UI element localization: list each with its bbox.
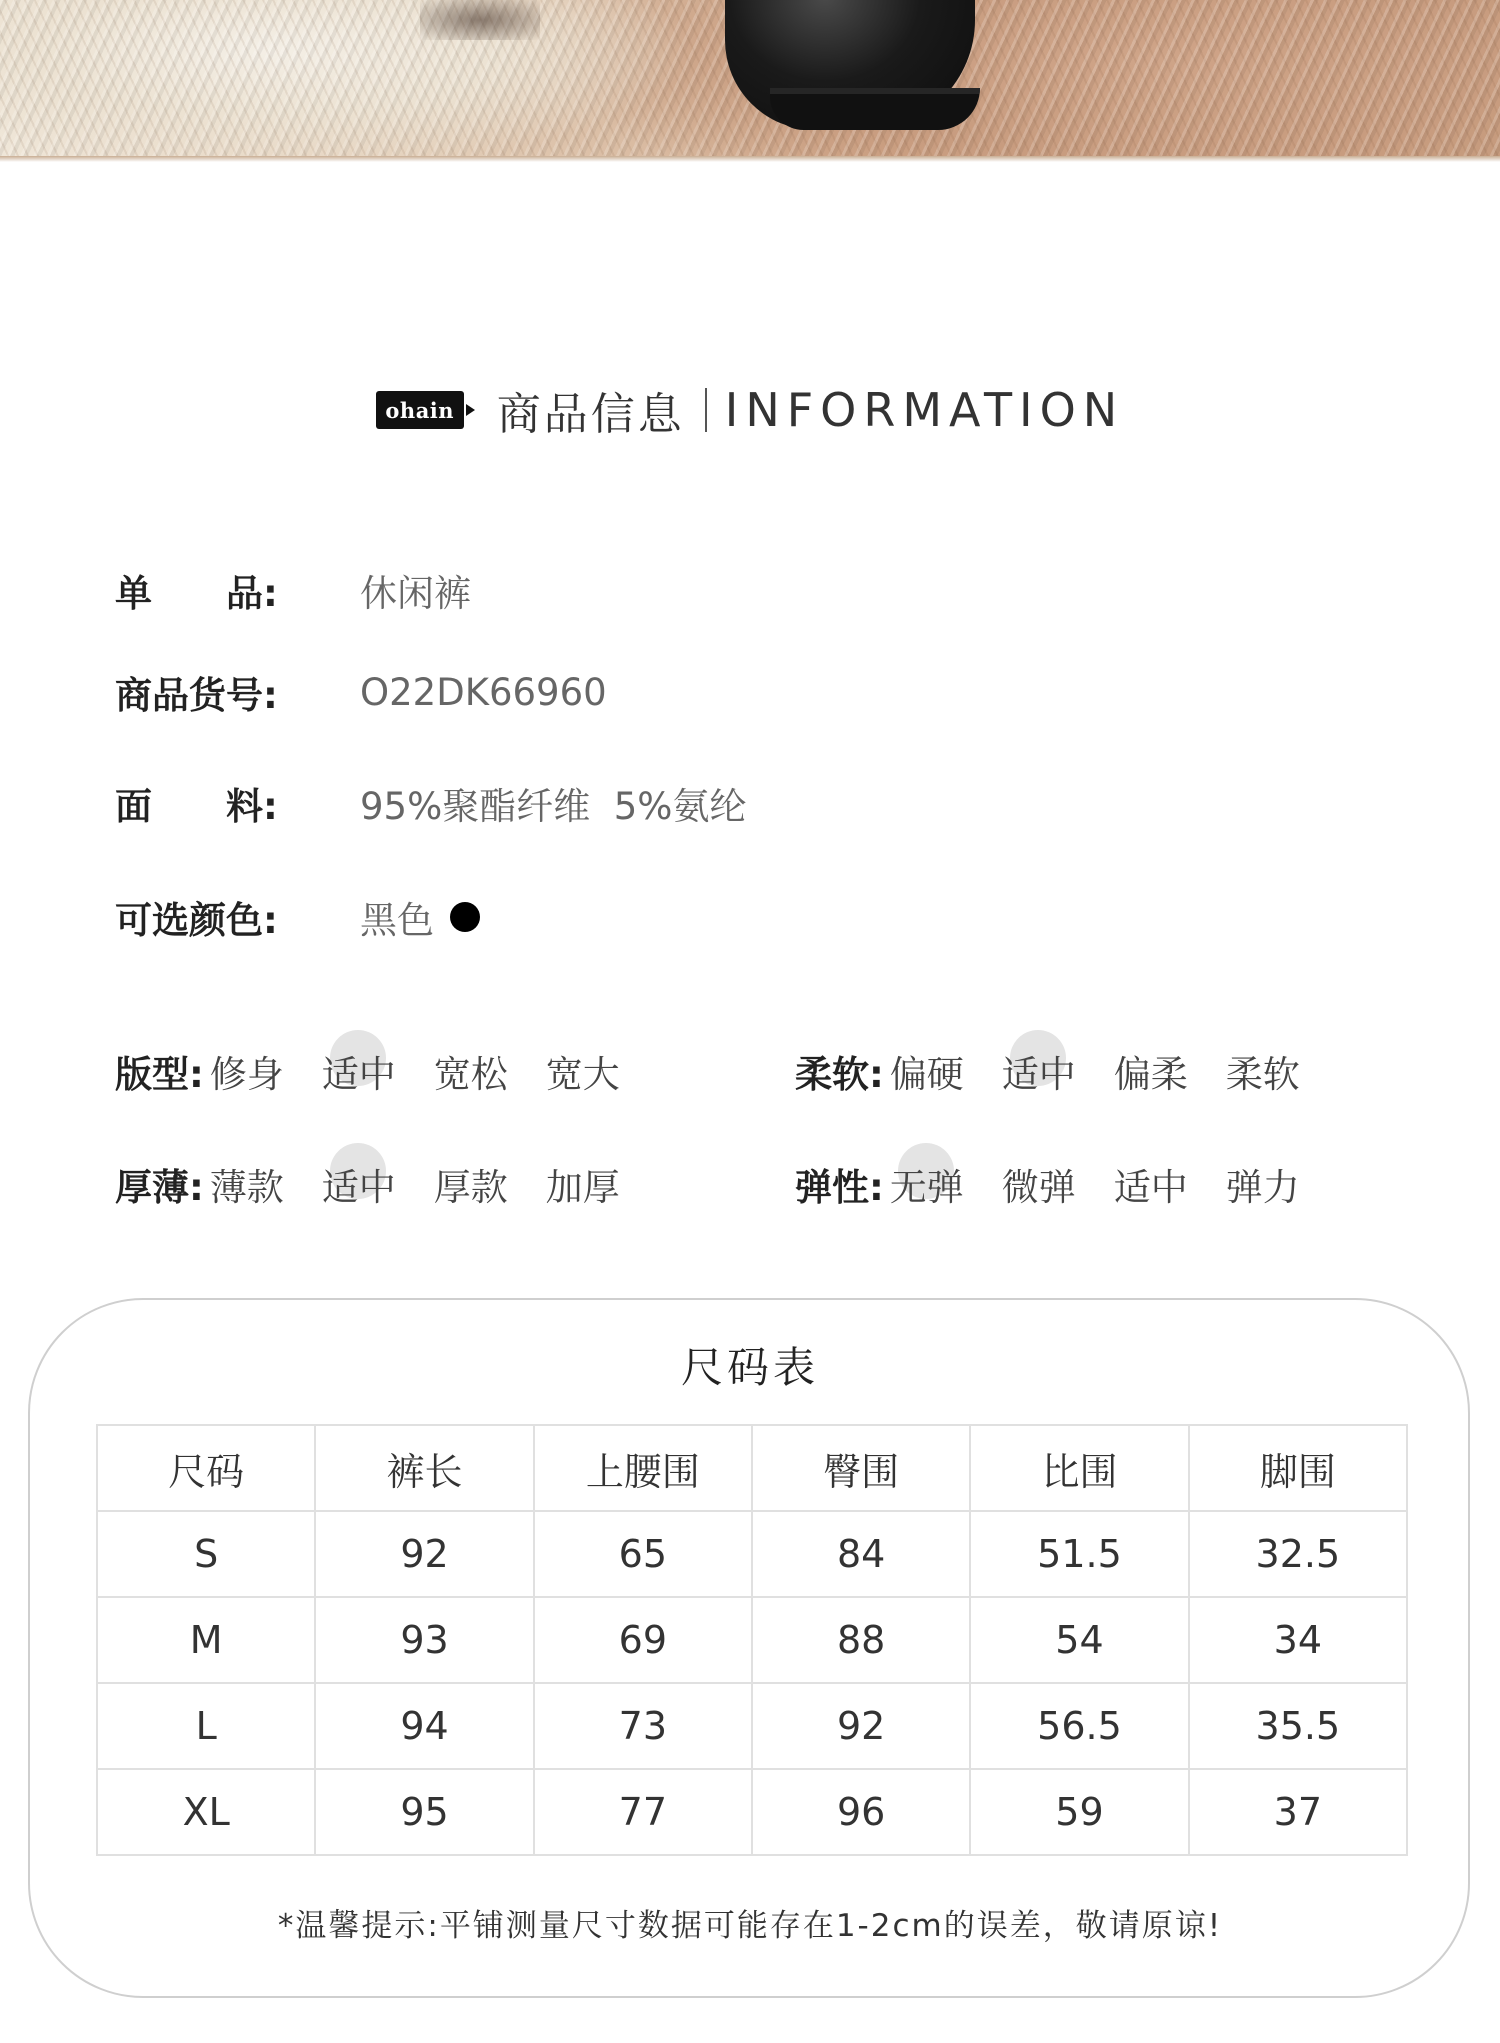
table-cell: S [97, 1511, 315, 1597]
table-header-cell: 上腰围 [534, 1425, 752, 1511]
attr-option: 偏硬 [889, 1053, 964, 1096]
info-value: 休闲裤 [360, 572, 471, 615]
table-header-cell: 裤长 [315, 1425, 533, 1511]
table-row [97, 1683, 1407, 1769]
table-cell: 73 [534, 1683, 752, 1769]
info-value: O22DK66960 [360, 670, 607, 714]
info-value: 黑色 [360, 899, 434, 942]
attr-thickness [115, 1157, 658, 1211]
attr-option: 薄款 [209, 1166, 284, 1209]
size-chart-title: 尺码表 [680, 1343, 819, 1392]
section-title-en: INFORMATION [724, 383, 1125, 437]
info-label: 单 品: [115, 572, 278, 615]
table-row [97, 1769, 1407, 1855]
info-label: 面 料: [115, 785, 278, 828]
attr-label: 厚薄: [115, 1166, 204, 1209]
attr-option: 柔软 [1225, 1053, 1300, 1096]
attr-option: 宽松 [433, 1053, 508, 1096]
info-row-color [115, 890, 1015, 944]
table-cell: 34 [1189, 1597, 1407, 1683]
table-cell: 56.5 [970, 1683, 1188, 1769]
attr-option: 厚款 [433, 1166, 508, 1209]
table-cell: 51.5 [970, 1511, 1188, 1597]
section-title-cn: 商品信息 [496, 389, 685, 440]
table-header-cell: 脚围 [1189, 1425, 1407, 1511]
attr-option: 微弹 [1001, 1166, 1076, 1209]
table-header-cell: 比围 [970, 1425, 1188, 1511]
attr-elasticity [795, 1157, 1338, 1211]
attr-option: 适中 [1113, 1166, 1188, 1209]
title-divider [705, 388, 707, 432]
info-value: 95%聚酯纤维 5%氨纶 [360, 785, 747, 828]
attr-option-selected: 适中 [1002, 1044, 1114, 1098]
table-cell: L [97, 1683, 315, 1769]
brand-logo: ohain [376, 391, 464, 429]
info-row-item [115, 563, 1015, 617]
attr-option-selected: 适中 [322, 1157, 434, 1211]
attr-option: 加厚 [545, 1166, 620, 1209]
logo-arrow-icon [466, 404, 475, 416]
table-cell: 88 [752, 1597, 970, 1683]
table-row [97, 1597, 1407, 1683]
color-swatch-black [450, 902, 480, 932]
attr-label: 弹性: [795, 1166, 884, 1209]
size-table [96, 1424, 1408, 1856]
table-cell: 84 [752, 1511, 970, 1597]
table-cell: 59 [970, 1769, 1188, 1855]
table-cell: 37 [1189, 1769, 1407, 1855]
table-cell: 93 [315, 1597, 533, 1683]
table-cell: 69 [534, 1597, 752, 1683]
table-cell: 96 [752, 1769, 970, 1855]
section-header [0, 375, 1500, 445]
table-cell: 94 [315, 1683, 533, 1769]
table-header-cell: 臀围 [752, 1425, 970, 1511]
size-chart-note: *温馨提示:平铺测量尺寸数据可能存在1-2cm的误差，敬请原谅! [277, 1908, 1223, 1944]
attr-option: 宽大 [545, 1053, 620, 1096]
shoe-shadow [420, 0, 540, 40]
shoe-sole [770, 88, 980, 130]
attr-option: 偏柔 [1113, 1053, 1188, 1096]
photo-edge [0, 156, 1500, 162]
info-row-fabric [115, 776, 1015, 830]
table-cell: 77 [534, 1769, 752, 1855]
table-cell: 92 [315, 1511, 533, 1597]
attr-label: 版型: [115, 1053, 204, 1096]
table-row [97, 1511, 1407, 1597]
table-cell: M [97, 1597, 315, 1683]
table-cell: 92 [752, 1683, 970, 1769]
attr-option-selected: 适中 [322, 1044, 434, 1098]
attr-option: 弹力 [1225, 1166, 1300, 1209]
table-cell: 54 [970, 1597, 1188, 1683]
attr-label: 柔软: [795, 1053, 884, 1096]
table-cell: 35.5 [1189, 1683, 1407, 1769]
info-label: 可选颜色: [115, 899, 278, 942]
attr-option: 修身 [209, 1053, 284, 1096]
table-header-row [97, 1425, 1407, 1511]
table-header-cell: 尺码 [97, 1425, 315, 1511]
attr-option-selected: 无弹 [890, 1157, 1002, 1211]
attr-fit [115, 1044, 658, 1098]
attr-softness [795, 1044, 1338, 1098]
table-cell: 65 [534, 1511, 752, 1597]
table-cell: XL [97, 1769, 315, 1855]
table-cell: 95 [315, 1769, 533, 1855]
table-cell: 32.5 [1189, 1511, 1407, 1597]
info-row-sku [115, 665, 1015, 719]
info-label: 商品货号: [115, 674, 278, 717]
product-photo [0, 0, 1500, 162]
